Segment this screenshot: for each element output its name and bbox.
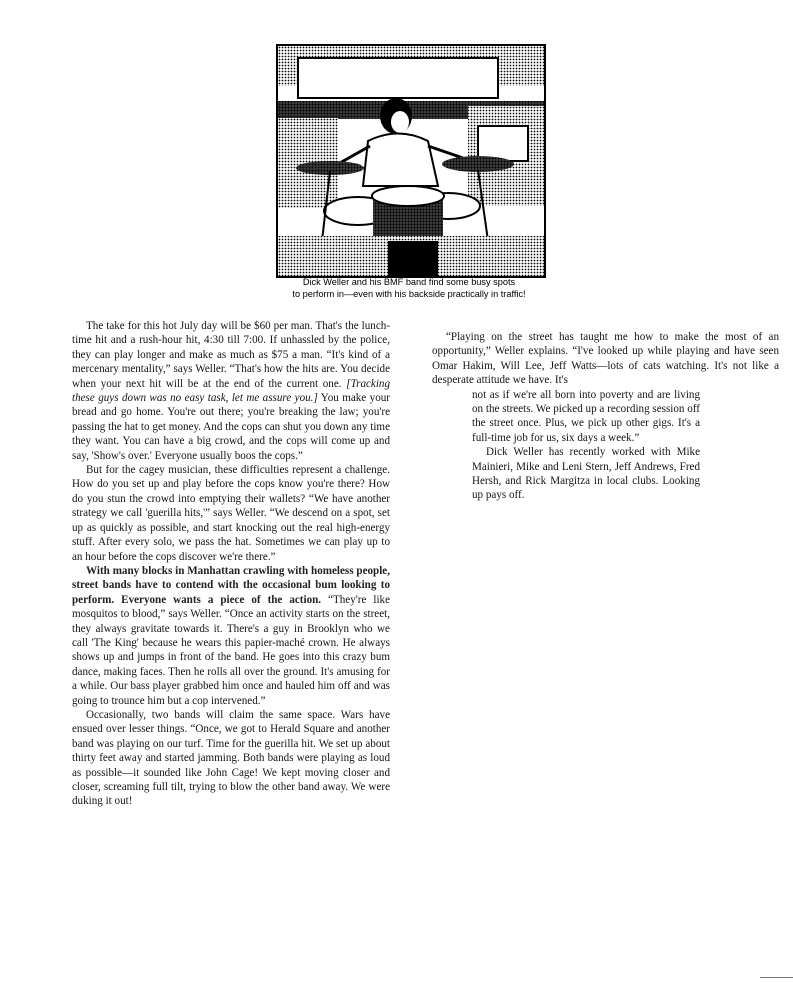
editor-note: [Tracking these guys down was no easy task, let me assure you.]: [72, 377, 391, 405]
indented-block: [472, 388, 700, 503]
paragraph-text: You make your bread and go home. You're out there; you're breaking the law; you're passing the hat to get money. And the cops can shut you down any time they want. You can have a big crowd, and the cops will come up and say, 'Show's over.' Everyone usually boos the cops.”: [72, 392, 390, 462]
paragraph: not as if we're all born into poverty and are living on the streets. We picked up a recording session off the street once. Plus, we pick up other gigs. It's a full-time job for us, six days a week.”: [472, 388, 700, 444]
paragraph-text-bold: With many blocks in Manhattan crawling with homeless people, street bands have to contend with the occasional bum looking to perform. Everyone wants a piece of the action.: [72, 564, 390, 606]
paragraph: [72, 319, 390, 463]
paragraph: [72, 564, 390, 708]
photo-caption: [262, 277, 556, 300]
caption-line-1: Dick Weller and his BMF band find some busy spots: [302, 277, 516, 287]
paragraph-text: “They're like mosquitos to blood,” says Weller. “Once an activity starts on the street, they always gravitate towards it. There's a guy in Brooklyn who we call 'The King' because he wears this papier-maché crown. He always shows up and jumps in front of the band. He goes into this crazy bum dance, making faces. Then he rolls all over the ground. It's amusing for a while. Our bass player grabbed him once and hauled him off and was going to trounce him but a cop intervened.”: [72, 593, 391, 707]
article-column-left: [72, 319, 390, 809]
article-column-right: [432, 330, 779, 503]
paragraph-text: The take for this hot July day will be $60 per man. That's the lunch-time hit and a rush-hour hit, 4:30 till 7:00. If unhassled by the police, they can play longer and make as much as $75 a man. “It's kind of a mercenary mentality,” says Weller. “That's how the hits are. You decide when your next hit will be at the end of the current one.: [72, 320, 390, 390]
photo-drummer: [276, 44, 546, 278]
paragraph: “Playing on the street has taught me how to make the most of an opportunity,” Weller explains. “I've looked up while playing and have seen Omar Hakim, Will Lee, Jeff Watts—lots of cats watching. It's not like a desperate attitude we have. It's: [432, 331, 779, 387]
drummer-photo-image: [278, 46, 544, 276]
paragraph: But for the cagey musician, these difficulties represent a challenge. How do you set up and play before the cops know you're there? How do you stun the crowd into emptying their wallets? “We have another strategy we call 'guerilla hits,'” says Weller. “We descend on a spot, set up as quickly as possible, and start knocking out the real high-energy stuff. After every solo, we pass the hat. Sometimes we can play up to an hour before the cops discover we're there.”: [72, 464, 390, 563]
caption-line-2: to perform in—even with his backside practically in traffic!: [292, 288, 526, 299]
page-edge-mark: [760, 977, 793, 978]
paragraph: Dick Weller has recently worked with Mike Mainieri, Mike and Leni Stern, Jeff Andrews, Fred Hersh, and Rick Margitza in local clubs. Looking up pays off.: [472, 446, 700, 502]
paragraph: Occasionally, two bands will claim the same space. Wars have ensued over lesser things. “Once, we got to Herald Square and another band was playing on our turf. Time for the guerilla hit. We set up about thirty feet away and started jamming. Both bands were playing as loud as possible—it sounded like John Cage! We kept moving closer and closer, screaming full tilt, trying to blow the other band away. We were duking it out!: [72, 708, 390, 808]
